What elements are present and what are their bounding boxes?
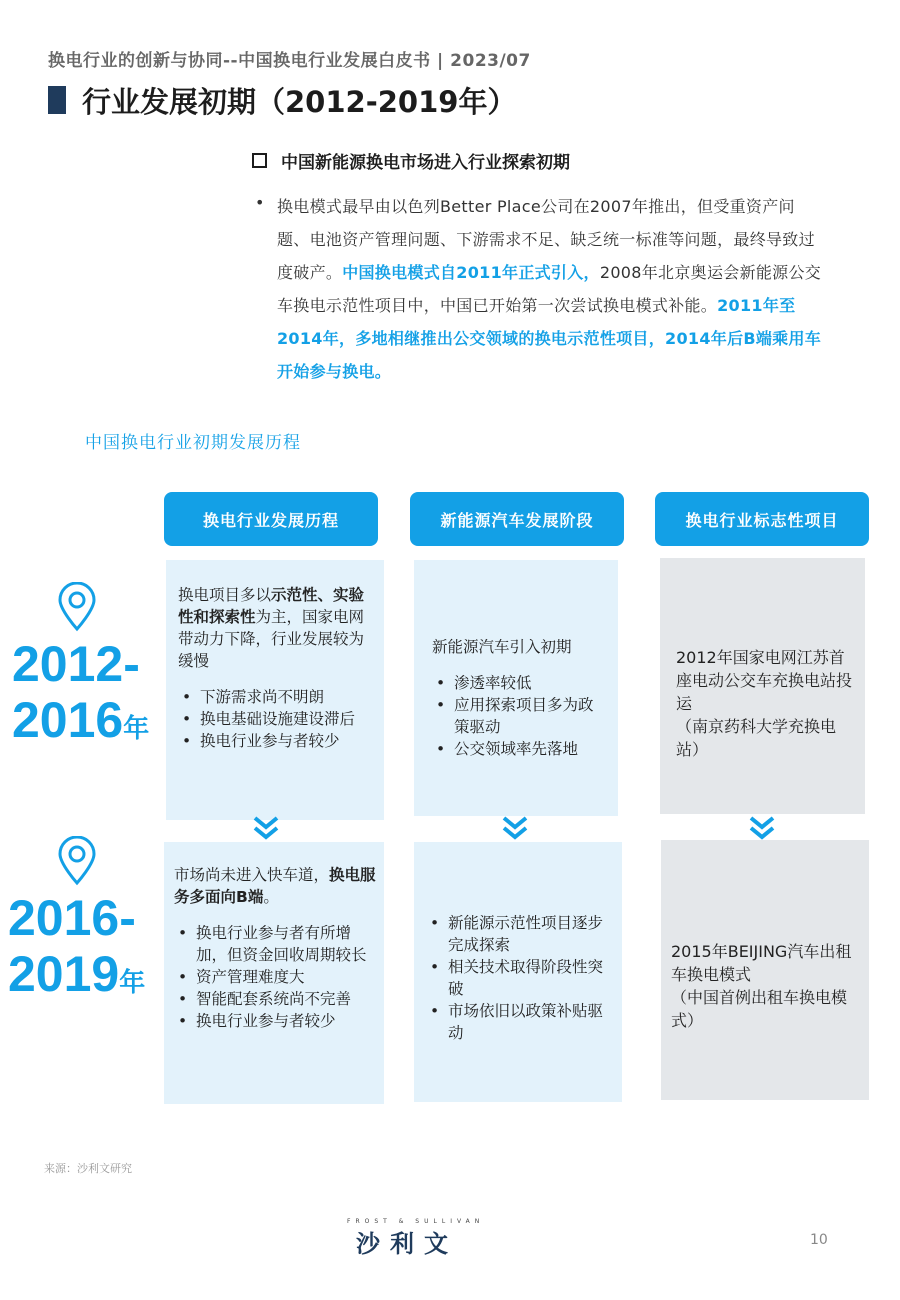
column-header-projects: 换电行业标志性项目 [655,492,869,546]
period-2-industry-card [164,842,384,1104]
p1-col3-main: 2012年国家电网江苏首座电动公交车充换电站投运 [676,648,853,713]
period-2-nev-card [414,842,622,1102]
list-item: • 渗透率较低 [432,672,608,694]
intro-text-2: 2008年北京奥运会新能源公交车换电示范性项目中，中国已开始第一次尝试换电模式补能。 [277,263,822,315]
checkbox-icon [252,153,267,168]
list-item: • 市场依旧以政策补贴驱动 [426,1000,612,1044]
intro-text-1: 换电模式最早由以色列Better Place公司在2007年推出，但受重资产问题、电池资产管理问题、下游需求不足、缺乏统一标准等问题，最终导致过度破产。 [277,197,815,282]
document-header: 换电行业的创新与协同--中国换电行业发展白皮书 | 2023/07 [48,51,531,71]
section-title: 中国换电行业初期发展历程 [85,433,301,453]
period-2-year-start: 2016- [8,890,136,946]
period-2-year-unit: 年 [119,967,146,997]
p2-col1-bold: 换电服务多面向B端 [174,866,376,906]
list-item: • 下游需求尚不明朗 [178,686,376,708]
intro-paragraph [277,190,822,388]
intro-highlight-1: 中国换电模式自2011年正式引入， [342,263,600,282]
list-item: • 换电行业参与者较少 [178,730,376,752]
list-item: • 换电行业参与者有所增加，但资金回收周期较长 [174,922,376,966]
chevron-down-icon [251,814,281,844]
p2-col3-note: （中国首例出租车换电模式） [671,988,848,1030]
logo-tagline: FROST & SULLIVAN [347,1218,485,1225]
location-pin-icon [56,836,98,886]
list-item: • 换电行业参与者较少 [174,1010,376,1032]
p1-col2-intro: 新能源汽车引入初期 [432,638,572,656]
period-1-year [12,636,149,756]
location-pin-icon [56,582,98,632]
p1-col1-bold: 示范性、实验性和探索性 [178,586,365,626]
list-item: • 智能配套系统尚不完善 [174,988,376,1010]
list-item: • 资产管理难度大 [174,966,376,988]
p2-col3-main: 2015年BEIJING汽车出租车换电模式 [671,942,852,984]
p2-col1-text1: 市场尚未进入快车道， [174,866,330,884]
period-1-industry-card [166,560,384,820]
list-item: • 相关技术取得阶段性突破 [426,956,612,1000]
chevron-down-icon [500,814,530,844]
p1-col1-text1: 换电项目多以 [178,586,272,604]
period-2-year-end: 2019 [8,946,120,1002]
column-header-nev: 新能源汽车发展阶段 [410,492,624,546]
page-number: 10 [810,1232,828,1248]
period-2-project-card [661,840,869,1100]
p1-col3-note: （南京药科大学充换电站） [676,717,837,759]
p2-col1-text2: 。 [263,888,279,906]
intro-highlight-2: 2011年至2014年，多地相继推出公交领域的换电示范性项目，2014年后B端乘用车开始参与换电。 [277,296,822,381]
logo: 沙利文 [356,1230,458,1258]
period-1-nev-card [414,560,618,816]
list-item: • 公交领域率先落地 [432,738,608,760]
column-header-industry: 换电行业发展历程 [164,492,378,546]
intro-heading-text: 中国新能源换电市场进入行业探索初期 [281,153,570,173]
list-item: • 换电基础设施建设滞后 [178,708,376,730]
period-1-year-start: 2012- [12,636,140,692]
period-1-year-unit: 年 [123,713,150,743]
period-2-year [8,890,145,1010]
list-item: • 新能源示范性项目逐步完成探索 [426,912,612,956]
title-marker [48,86,66,114]
list-item: • 应用探索项目多为政策驱动 [432,694,608,738]
period-1-project-card [660,558,865,814]
p1-col1-text2: 为主，国家电网带动力下降，行业发展较为缓慢 [178,608,365,670]
period-1-year-end: 2016 [12,692,124,748]
intro-heading [252,148,570,173]
page-title: 行业发展初期（2012-2019年） [82,85,517,119]
bullet-icon: • [255,193,265,212]
source-note: 来源：沙利文研究 [44,1162,132,1175]
